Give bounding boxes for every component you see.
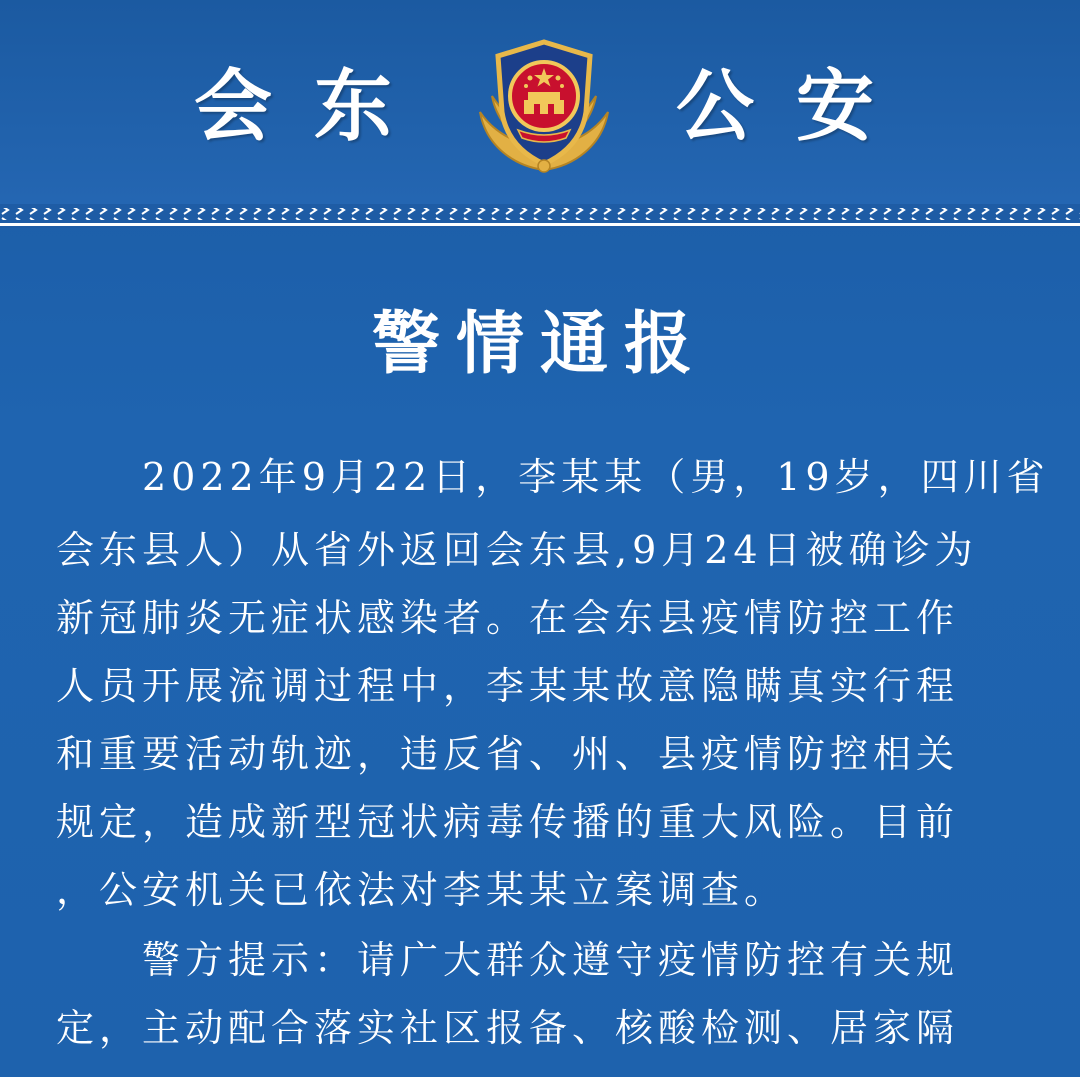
decorative-border-strip xyxy=(0,204,1080,228)
notice-line: 规定，造成新型冠状病毒传播的重大风险。目前 xyxy=(56,800,960,844)
header-right-text: 公安 xyxy=(676,62,917,152)
notice-line: 和重要活动轨迹，违反省、州、县疫情防控相关 xyxy=(56,732,960,776)
header-left-text: 会东 xyxy=(194,62,435,152)
header-banner xyxy=(0,0,1080,204)
notice-title: 警情通报 xyxy=(371,305,708,384)
police-emblem-icon xyxy=(474,34,614,180)
notice-line: 定，主动配合落实社区报备、核酸检测、居家隔 xyxy=(56,1006,960,1050)
notice-line: 新冠肺炎无症状感染者。在会东县疫情防控工作 xyxy=(56,596,960,640)
notice-line: 2022年9月22日，李某某（男，19岁，四川省 xyxy=(142,455,1050,499)
notice-line: 警方提示：请广大群众遵守疫情防控有关规 xyxy=(142,938,960,982)
notice-line: ，公安机关已依法对李某某立案调查。 xyxy=(56,868,788,912)
notice-line: 会东县人）从省外返回会东县,9月24日被确诊为 xyxy=(56,528,978,572)
notice-line: 人员开展流调过程中，李某某故意隐瞒真实行程 xyxy=(56,664,960,708)
